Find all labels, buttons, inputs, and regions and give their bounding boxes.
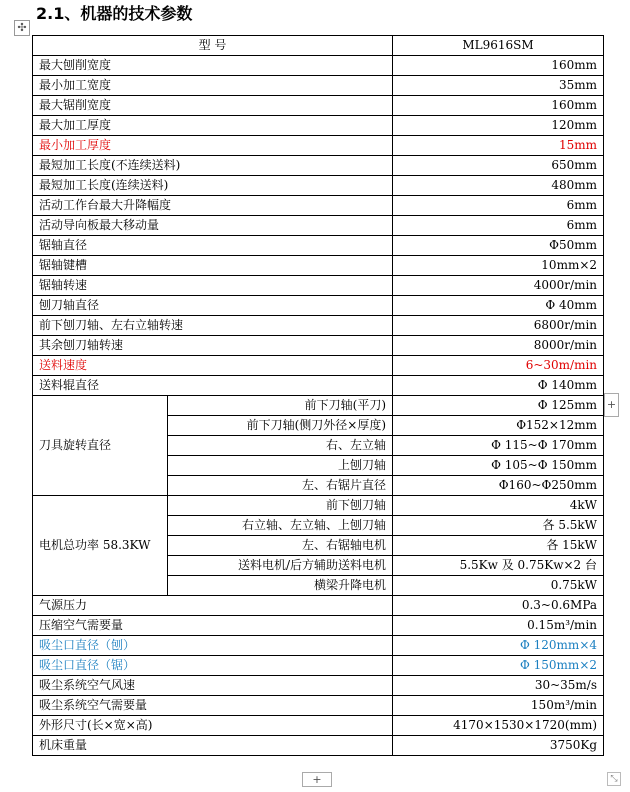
param-value: Φ 125mm	[393, 396, 604, 416]
table-row	[33, 216, 604, 236]
table-row	[33, 276, 604, 296]
param-value: 35mm	[393, 76, 604, 96]
param-label: 最小加工厚度	[33, 136, 393, 156]
param-value: 150m³/min	[393, 696, 604, 716]
param-label: 外形尺寸(长×宽×高)	[33, 716, 393, 736]
param-value: Φ 105~Φ 150mm	[393, 456, 604, 476]
param-value: Φ152×12mm	[393, 416, 604, 436]
param-value: 4170×1530×1720(mm)	[393, 716, 604, 736]
param-label: 锯轴转速	[33, 276, 393, 296]
table-resize-handle-icon[interactable]: ⤡	[607, 772, 621, 786]
param-label: 刨刀轴直径	[33, 296, 393, 316]
param-label: 最小加工宽度	[33, 76, 393, 96]
param-value: 120mm	[393, 116, 604, 136]
table-row	[33, 336, 604, 356]
param-value: Φ50mm	[393, 236, 604, 256]
sub-param-label: 左、右锯片直径	[168, 476, 393, 496]
table-row	[33, 316, 604, 336]
param-value: 4kW	[393, 496, 604, 516]
param-label: 最短加工长度(连续送料)	[33, 176, 393, 196]
param-label: 最大刨削宽度	[33, 56, 393, 76]
param-value: 4000r/min	[393, 276, 604, 296]
table-row	[33, 96, 604, 116]
param-value: Φ 140mm	[393, 376, 604, 396]
table-row	[33, 496, 604, 516]
param-value: Φ160~Φ250mm	[393, 476, 604, 496]
table-row	[33, 676, 604, 696]
header-label: 型 号	[33, 36, 393, 56]
sub-param-label: 右、左立轴	[168, 436, 393, 456]
table-row	[33, 176, 604, 196]
table-row	[33, 236, 604, 256]
param-label: 活动导向板最大移动量	[33, 216, 393, 236]
param-value: 各 5.5kW	[393, 516, 604, 536]
param-label: 送料速度	[33, 356, 393, 376]
table-row	[33, 136, 604, 156]
param-value: Φ 115~Φ 170mm	[393, 436, 604, 456]
param-label: 锯轴直径	[33, 236, 393, 256]
table-row	[33, 396, 604, 416]
param-value: 6800r/min	[393, 316, 604, 336]
param-value: 160mm	[393, 96, 604, 116]
param-label: 气源压力	[33, 596, 393, 616]
table-row	[33, 736, 604, 756]
sub-param-label: 前下刨刀轴	[168, 496, 393, 516]
param-value: 650mm	[393, 156, 604, 176]
param-value: 30~35m/s	[393, 676, 604, 696]
sub-param-label: 送料电机/后方辅助送料电机	[168, 556, 393, 576]
table-row	[33, 196, 604, 216]
param-value: 6~30m/min	[393, 356, 604, 376]
param-value: 8000r/min	[393, 336, 604, 356]
table-row	[33, 256, 604, 276]
table-header-row	[33, 36, 604, 56]
param-value: 15mm	[393, 136, 604, 156]
param-label: 其余刨刀轴转速	[33, 336, 393, 356]
header-model: ML9616SM	[393, 36, 604, 56]
section-heading: 2.1、机器的技术参数	[36, 4, 193, 23]
sub-param-label: 前下刀轴(侧刀外径×厚度)	[168, 416, 393, 436]
param-label: 压缩空气需要量	[33, 616, 393, 636]
param-value: 5.5Kw 及 0.75Kw×2 台	[393, 556, 604, 576]
param-value: 0.3~0.6MPa	[393, 596, 604, 616]
param-label: 最大加工厚度	[33, 116, 393, 136]
table-row	[33, 656, 604, 676]
table-row	[33, 596, 604, 616]
param-label: 送料辊直径	[33, 376, 393, 396]
sub-param-label: 上刨刀轴	[168, 456, 393, 476]
param-label: 最短加工长度(不连续送料)	[33, 156, 393, 176]
table-row	[33, 356, 604, 376]
add-column-button[interactable]: +	[604, 393, 619, 417]
table-row	[33, 56, 604, 76]
table-row	[33, 296, 604, 316]
param-value: 160mm	[393, 56, 604, 76]
param-label: 机床重量	[33, 736, 393, 756]
table-row	[33, 696, 604, 716]
table-row	[33, 76, 604, 96]
add-row-button[interactable]: +	[302, 772, 332, 787]
table-row	[33, 156, 604, 176]
sub-param-label: 左、右锯轴电机	[168, 536, 393, 556]
param-value: 0.75kW	[393, 576, 604, 596]
spec-table	[32, 35, 604, 756]
table-row	[33, 636, 604, 656]
param-value: 480mm	[393, 176, 604, 196]
sub-param-label: 横梁升降电机	[168, 576, 393, 596]
table-row	[33, 116, 604, 136]
param-label: 吸尘系统空气需要量	[33, 696, 393, 716]
param-value: 各 15kW	[393, 536, 604, 556]
table-move-handle-icon[interactable]: ✣	[14, 20, 30, 36]
table-row	[33, 716, 604, 736]
param-value: Φ 40mm	[393, 296, 604, 316]
param-label: 最大锯削宽度	[33, 96, 393, 116]
param-value: 10mm×2	[393, 256, 604, 276]
table-row	[33, 616, 604, 636]
group-label: 电机总功率 58.3KW	[33, 496, 168, 596]
param-value: 3750Kg	[393, 736, 604, 756]
param-label: 前下刨刀轴、左右立轴转速	[33, 316, 393, 336]
param-value: 6mm	[393, 216, 604, 236]
param-value: 6mm	[393, 196, 604, 216]
param-label: 吸尘口直径（锯）	[33, 656, 393, 676]
param-value: 0.15m³/min	[393, 616, 604, 636]
param-label: 吸尘口直径（刨）	[33, 636, 393, 656]
param-label: 活动工作台最大升降幅度	[33, 196, 393, 216]
param-value: Φ 120mm×4	[393, 636, 604, 656]
sub-param-label: 前下刀轴(平刀)	[168, 396, 393, 416]
param-label: 锯轴键槽	[33, 256, 393, 276]
group-label: 刀具旋转直径	[33, 396, 168, 496]
table-row	[33, 376, 604, 396]
sub-param-label: 右立轴、左立轴、上刨刀轴	[168, 516, 393, 536]
param-label: 吸尘系统空气风速	[33, 676, 393, 696]
param-value: Φ 150mm×2	[393, 656, 604, 676]
